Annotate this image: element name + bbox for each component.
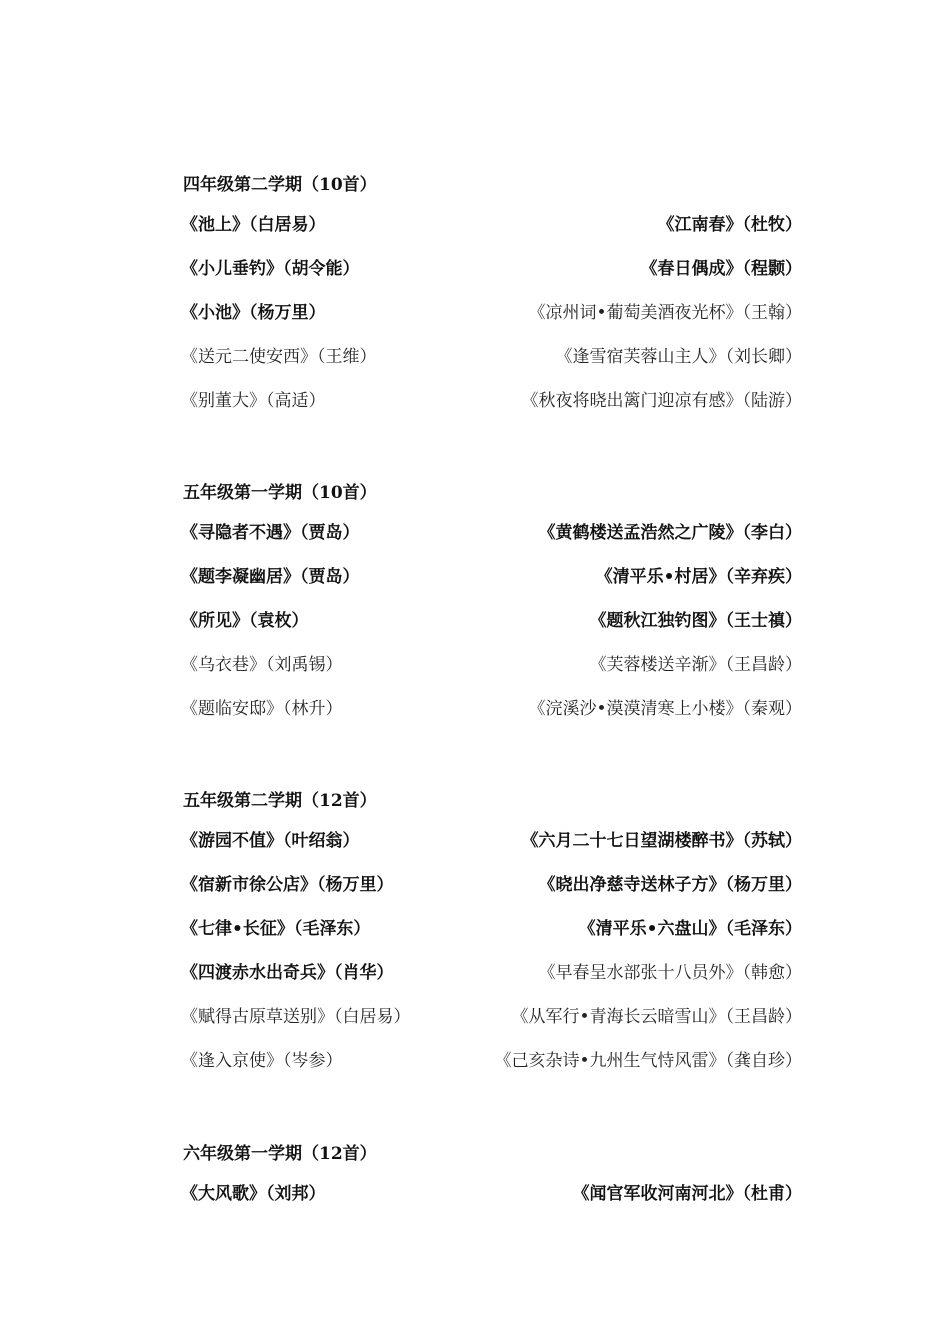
poem-row xyxy=(0,694,950,724)
section-title: 五年级第一学期（10首） xyxy=(183,483,377,503)
poem-row xyxy=(0,342,950,372)
poem-title-left: 《小池》（杨万里） xyxy=(181,303,326,323)
poem-title-left: 《题临安邸》（林升） xyxy=(181,699,343,719)
poem-row xyxy=(0,1046,950,1076)
poem-title-right: 《六月二十七日望湖楼醉书》（苏轼） xyxy=(521,831,802,851)
poem-title-left: 《赋得古原草送别》（白居易） xyxy=(181,1007,411,1027)
poem-row xyxy=(0,298,950,328)
poem-row xyxy=(0,562,950,592)
poem-title-right: 《浣溪沙•漠漠清寒上小楼》（秦观） xyxy=(528,699,802,719)
poem-title-left: 《游园不值》（叶绍翁） xyxy=(181,831,360,851)
poem-title-right: 《黄鹤楼送孟浩然之广陵》（李白） xyxy=(538,523,802,543)
poem-row xyxy=(0,870,950,900)
poem-title-right: 《江南春》（杜牧） xyxy=(657,215,802,235)
section-title: 六年级第一学期（12首） xyxy=(183,1144,377,1164)
poem-title-right: 《己亥杂诗•九州生气恃风雷》（龚自珍） xyxy=(494,1051,802,1071)
poem-title-left: 《题李凝幽居》（贾岛） xyxy=(181,567,360,587)
poem-title-left: 《乌衣巷》（刘禹锡） xyxy=(181,655,343,675)
section-title: 五年级第二学期（12首） xyxy=(183,791,377,811)
poem-row xyxy=(0,1002,950,1032)
poem-title-left: 《大风歌》（刘邦） xyxy=(181,1184,326,1204)
poem-title-right: 《凉州词•葡萄美酒夜光杯》（王翰） xyxy=(528,303,802,323)
poem-row xyxy=(0,606,950,636)
poem-title-left: 《所见》（袁枚） xyxy=(181,611,309,631)
poem-title-left: 《池上》（白居易） xyxy=(181,215,326,235)
poem-row xyxy=(0,650,950,680)
poem-row xyxy=(0,826,950,856)
poem-title-right: 《闻官军收河南河北》（杜甫） xyxy=(572,1184,802,1204)
poem-row xyxy=(0,518,950,548)
poem-title-left: 《送元二使安西》（王维） xyxy=(181,347,377,367)
poem-title-left: 《宿新市徐公店》（杨万里） xyxy=(181,875,394,895)
poem-title-left: 《寻隐者不遇》（贾岛） xyxy=(181,523,360,543)
poem-title-right: 《题秋江独钓图》（王士禛） xyxy=(589,611,802,631)
poem-title-right: 《逢雪宿芙蓉山主人》（刘长卿） xyxy=(555,347,802,367)
poem-title-right: 《清平乐•六盘山》（毛泽东） xyxy=(578,919,802,939)
poem-title-left: 《别董大》（高适） xyxy=(181,391,326,411)
poem-row xyxy=(0,958,950,988)
poem-row xyxy=(0,1179,950,1209)
poem-row xyxy=(0,914,950,944)
poem-row xyxy=(0,210,950,240)
poem-title-right: 《芙蓉楼送辛渐》（王昌龄） xyxy=(589,655,802,675)
poem-title-right: 《从军行•青海长云暗雪山》（王昌龄） xyxy=(511,1007,802,1027)
poem-title-left: 《逢入京使》（岑参） xyxy=(181,1051,343,1071)
poem-title-right: 《春日偶成》（程颢） xyxy=(640,259,802,279)
section-title: 四年级第二学期（10首） xyxy=(183,175,377,195)
poem-title-left: 《小儿垂钓》（胡令能） xyxy=(181,259,360,279)
poem-title-right: 《晓出净慈寺送林子方》（杨万里） xyxy=(538,875,802,895)
poem-row xyxy=(0,386,950,416)
poem-title-left: 《七律•长征》（毛泽东） xyxy=(181,919,371,939)
poem-title-right: 《早春呈水部张十八员外》（韩愈） xyxy=(538,963,802,983)
poem-title-left: 《四渡赤水出奇兵》（肖华） xyxy=(181,963,394,983)
poem-title-right: 《清平乐•村居》（辛弃疾） xyxy=(595,567,802,587)
poem-title-right: 《秋夜将晓出篱门迎凉有感》（陆游） xyxy=(521,391,802,411)
poem-row xyxy=(0,254,950,284)
